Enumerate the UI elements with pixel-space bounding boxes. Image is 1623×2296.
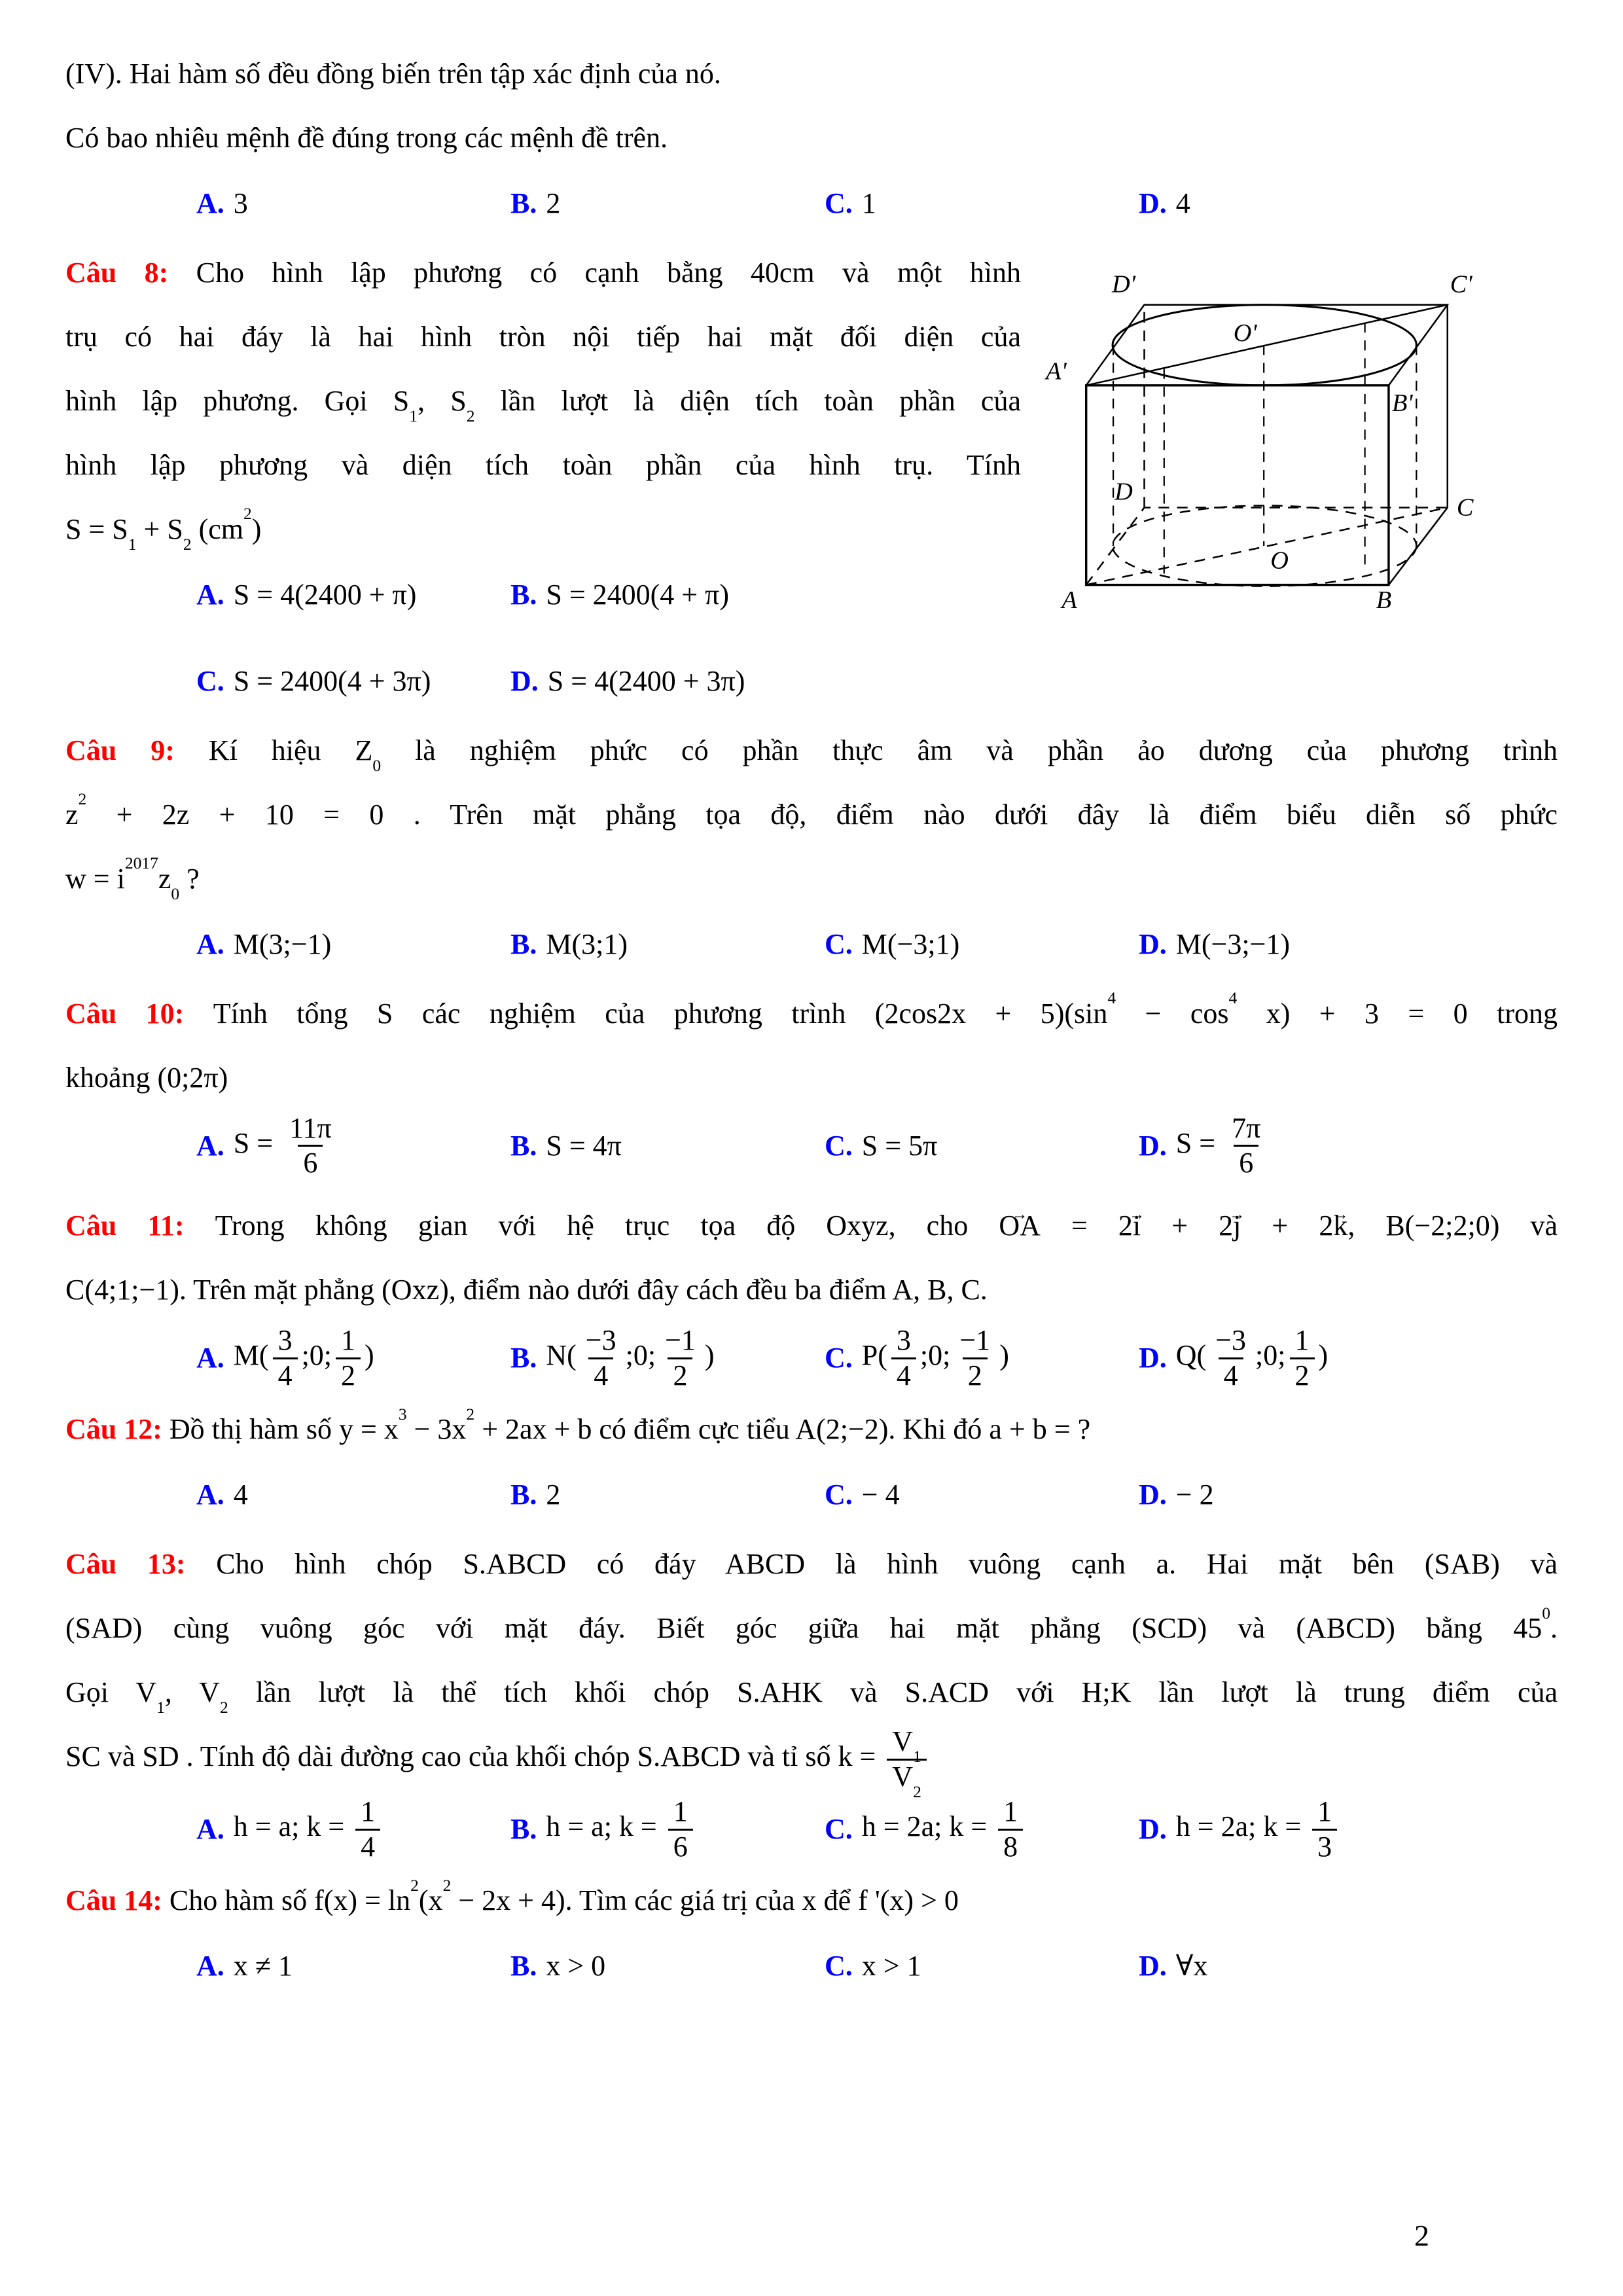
answer-text: ∀x (1175, 1950, 1208, 1982)
figure-label-b: B (1376, 586, 1392, 613)
question-text: C(4;1;−1). Trên mặt phẳng (Oxz), điểm nào dưới đây cách đều ba điểm A, B, C. (65, 1274, 988, 1306)
answer-letter: D. (1139, 928, 1167, 960)
question-q11 (65, 1185, 1558, 1392)
answer-text: N( $\frac{-3}{4}$ ;0; $\frac{-1}{2}$ ) (546, 1324, 715, 1391)
answer-letter: A. (196, 928, 224, 960)
answer-letter: C. (825, 187, 853, 219)
answer-option-b (510, 1463, 825, 1527)
question-text: hình lập phương. Gọi $S_1$, $S_2$ lần lượt là diện tích toàn phần của (65, 385, 1021, 425)
answer-letter: B. (510, 928, 537, 960)
question-q13 (65, 1532, 1558, 1863)
answer-option-b (510, 171, 825, 236)
figure-label-o: O (1270, 547, 1289, 575)
answer-option-c (825, 1323, 1139, 1392)
answer-row (65, 563, 1021, 713)
question-text: Gọi $V_1$, $V_2$ lần lượt là thể tích khối chóp S.AHK và S.ACD với H;K lần lượt là trung điểm của (65, 1676, 1558, 1717)
answer-option-a (196, 1934, 510, 1998)
answer-option-d (1139, 1323, 1558, 1392)
answer-option-c (825, 171, 1139, 236)
figure-label-o-prime: O' (1233, 319, 1257, 348)
vector-arrow-notation: OA → (999, 1194, 1041, 1258)
question-number-label: Câu 9: (65, 734, 209, 766)
question-q9 (65, 719, 1558, 977)
question-line (65, 433, 1021, 497)
answer-letter: C. (196, 665, 224, 697)
answer-letter: C. (825, 1479, 853, 1511)
fraction: $\frac{V_1}{V_2}$ (887, 1725, 927, 1793)
fraction: $\frac{3}{4}$ (891, 1324, 916, 1392)
question-line (65, 1532, 1558, 1596)
answer-text: S = $\frac{7\pi}{6}$ (1176, 1111, 1270, 1180)
visible-edges (1086, 305, 1448, 585)
answer-letter: A. (196, 187, 224, 219)
answer-row (65, 171, 1558, 236)
answer-text: M(−3;−1) (1175, 928, 1291, 960)
figure-label-a: A (1061, 586, 1077, 613)
question-number-label: Câu 13: (65, 1548, 217, 1581)
question-line (65, 369, 1021, 433)
figure-label-c: C (1456, 493, 1474, 522)
question-text: (IV). Hai hàm số đều đồng biến trên tập xác định của nó. (65, 58, 721, 90)
question-line (65, 241, 1021, 305)
question-number-label: Câu 14: (65, 1884, 169, 1917)
question-text: hình lập phương và diện tích toàn phần của hình trụ. Tính (65, 449, 1021, 481)
answer-text: M(3;1) (546, 928, 628, 960)
answer-letter: C. (825, 1341, 853, 1374)
answer-text: S = 4π (546, 1129, 622, 1162)
question-text: Cho hình chóp S.ABCD có đáy ABCD là hình vuông cạnh a. Hai mặt bên (SAB) và (216, 1548, 1558, 1581)
question-text: Cho hình lập phương có cạnh bằng 40cm và một hình (196, 257, 1022, 289)
answer-letter: C. (825, 1950, 853, 1982)
answer-option-b (510, 563, 1021, 627)
question-q8 (65, 241, 1021, 713)
answer-row (65, 1795, 1558, 1863)
answer-option-d (1139, 1795, 1558, 1863)
answer-option-a (196, 1463, 510, 1527)
question-q12 (65, 1397, 1558, 1527)
intro-section (65, 42, 1558, 236)
answer-letter: B. (510, 1950, 537, 1982)
vector-arrow-notation: j → (1233, 1194, 1241, 1258)
fraction: $\frac{1}{2}$ (1290, 1324, 1315, 1392)
answer-option-d (1139, 1934, 1558, 1998)
question-line (65, 42, 1558, 106)
question-line (65, 783, 1558, 847)
answer-option-d (510, 649, 1021, 713)
question-text: SC và SD . Tính độ dài đường cao của khối chóp S.ABCD và tỉ số k = $\frac{V_1}{V_2}$ (65, 1740, 931, 1772)
answer-text: x > 1 (861, 1950, 921, 1982)
answer-letter: C. (825, 1812, 853, 1845)
answer-option-c (196, 649, 510, 713)
question-number-label: Câu 8: (65, 257, 196, 289)
figure-label-a-prime: A' (1046, 357, 1067, 386)
cube-cylinder-figure-svg (1039, 257, 1533, 613)
answer-letter: B. (510, 1812, 537, 1845)
answer-row (65, 1463, 1558, 1527)
figure-label-b-prime: B' (1391, 389, 1413, 418)
question-line (65, 982, 1558, 1046)
answer-letter: B. (510, 1341, 537, 1374)
question-text: trụ có hai đáy là hai hình tròn nội tiếp hai mặt đối diện của (65, 321, 1021, 353)
question-line (65, 719, 1558, 783)
figure-label-d-prime: D' (1112, 270, 1135, 298)
answer-letter: A. (196, 1341, 224, 1374)
fraction: $\frac{11\pi}{6}$ (289, 1111, 332, 1179)
answer-letter: A. (196, 1129, 224, 1162)
answer-letter: D. (1139, 1950, 1167, 1982)
answer-option-c (825, 1114, 1139, 1178)
answer-option-b (510, 1795, 825, 1863)
answer-text: h = a; k = $\frac{1}{4}$ (234, 1795, 384, 1863)
question-number-label: Câu 12: (65, 1413, 169, 1446)
cylinder-dashed-lines (1113, 323, 1416, 574)
answer-option-d (1139, 171, 1558, 236)
answer-text: P( $\frac{3}{4}$ ;0; $\frac{-1}{2}$ ) (861, 1324, 1009, 1391)
answer-text: h = 2a; k = $\frac{1}{8}$ (862, 1795, 1027, 1863)
question-line (65, 1185, 1558, 1258)
answer-row (65, 1323, 1558, 1392)
answer-letter: D. (1139, 187, 1167, 219)
question-line (65, 1725, 1558, 1801)
answer-letter: A. (196, 579, 224, 611)
answer-option-a (196, 171, 510, 236)
answer-letter: D. (510, 665, 539, 697)
answer-option-d (1139, 1111, 1558, 1180)
answer-option-a (196, 912, 510, 977)
question-text: Kí hiệu $Z_0$ là nghiệm phức có phần thực âm và phần ảo dương của phương trình (208, 734, 1558, 775)
answer-text: 2 (546, 1479, 561, 1511)
page-number: 2 (1414, 2219, 1429, 2252)
answer-text: 2 (546, 187, 561, 219)
answer-option-d (1139, 912, 1558, 977)
question-text: $z^2 + 2z + 10 = 0$ . Trên mặt phẳng tọa độ, điểm nào dưới đây là điểm biểu diễn số phức (65, 789, 1558, 831)
answer-option-a (196, 563, 510, 627)
answer-text: S = 2400(4 + π) (546, 579, 729, 611)
question-text: khoảng (0;2π) (65, 1062, 228, 1094)
fraction: $\frac{1}{4}$ (355, 1795, 380, 1863)
vector-arrow-notation: i → (1133, 1194, 1141, 1258)
answer-option-c (825, 1795, 1139, 1863)
cube-cylinder-figure (1039, 257, 1533, 613)
answer-letter: A. (196, 1950, 224, 1982)
answer-letter: B. (510, 1129, 537, 1162)
answer-text: h = a; k = $\frac{1}{6}$ (546, 1795, 696, 1863)
answer-text: S = 5π (861, 1129, 938, 1162)
answer-option-a (196, 1323, 510, 1392)
answer-text: S = 4(2400 + π) (233, 579, 417, 611)
fraction: $\frac{-1}{2}$ (959, 1324, 991, 1391)
fraction: $\frac{3}{4}$ (273, 1324, 298, 1392)
question-text: $w = i^{2017}z_0$ ? (65, 853, 200, 903)
answer-option-c (825, 1934, 1139, 1998)
answer-option-c (825, 1463, 1139, 1527)
question-number-label: Câu 10: (65, 997, 213, 1030)
answer-option-b (510, 912, 825, 977)
question-line (65, 1596, 1558, 1660)
question-line (65, 497, 1021, 562)
answer-text: M(−3;1) (861, 928, 960, 960)
fraction: $\frac{7\pi}{6}$ (1232, 1111, 1261, 1179)
answer-letter: D. (1139, 1479, 1167, 1511)
answer-letter: D. (1139, 1129, 1167, 1162)
question-text: Đồ thị hàm số $y = x^3 - 3x^2 + 2ax + b$ có điểm cực tiểu A(2;−2). Khi đó a + b = ? (169, 1404, 1091, 1446)
hidden-edges (1086, 305, 1448, 586)
question-text: Tính tổng S các nghiệm của phương trình $(2\cos 2x + 5)(\sin^4 - \cos^4 x) + 3 = 0$ trong (213, 988, 1558, 1030)
fraction: $\frac{-3}{4}$ (1215, 1324, 1247, 1391)
question-line (65, 1258, 1558, 1322)
answer-letter: C. (825, 1129, 853, 1162)
answer-text: 1 (861, 187, 876, 219)
answer-text: x > 0 (546, 1950, 606, 1982)
question-line (65, 305, 1021, 369)
answer-letter: A. (196, 1479, 224, 1511)
answer-text: S = 4(2400 + 3π) (547, 665, 745, 697)
answer-option-a (196, 1111, 510, 1180)
fraction: $\frac{-3}{4}$ (585, 1324, 616, 1391)
question-number-label: Câu 11: (65, 1210, 215, 1242)
figure-label-c-prime: C' (1450, 270, 1472, 298)
answer-text: Q( $\frac{-3}{4}$ ;0; $\frac{1}{2}$ ) (1175, 1324, 1329, 1391)
fraction: $\frac{1}{3}$ (1312, 1795, 1337, 1863)
answer-option-a (196, 1795, 510, 1863)
answer-option-b (510, 1934, 825, 1998)
answer-text: M(3;−1) (233, 928, 332, 960)
question-line (65, 1397, 1558, 1462)
answer-letter: D. (1139, 1812, 1167, 1845)
answer-row (65, 1934, 1558, 1998)
answer-text: x ≠ 1 (233, 1950, 293, 1982)
question-line (65, 1660, 1558, 1725)
answer-text: h = 2a; k = $\frac{1}{3}$ (1176, 1795, 1341, 1863)
answer-letter: C. (825, 928, 853, 960)
figure-label-d: D (1115, 478, 1133, 506)
question-line (65, 847, 1558, 911)
answer-text: S = $\frac{11\pi}{6}$ (234, 1111, 341, 1180)
question-text: Có bao nhiêu mệnh đề đúng trong các mệnh đề trên. (65, 122, 668, 154)
answer-option-d (1139, 1463, 1558, 1527)
fraction: $\frac{1}{2}$ (336, 1324, 361, 1392)
answer-row (65, 1111, 1558, 1180)
intro-section-block (65, 42, 1558, 236)
question-q10 (65, 982, 1558, 1180)
answer-text: S = 2400(4 + 3π) (233, 665, 431, 697)
vector-arrow-notation: k → (1333, 1194, 1347, 1258)
question-text: $S = S_1 + S_2$ $(cm^2)$ (65, 504, 262, 554)
fraction: $\frac{-1}{2}$ (665, 1324, 696, 1391)
answer-letter: D. (1139, 1341, 1167, 1374)
answer-letter: B. (510, 1479, 537, 1511)
answer-letter: B. (510, 579, 537, 611)
answer-text: 4 (1175, 187, 1190, 219)
question-line (65, 106, 1558, 170)
question-line (65, 1046, 1558, 1110)
answer-row (65, 912, 1558, 977)
answer-text: 4 (233, 1479, 248, 1511)
question-line (65, 1869, 1558, 1933)
figure-labels (1044, 271, 1474, 614)
question-q14 (65, 1869, 1558, 1998)
answer-letter: A. (196, 1812, 224, 1845)
answer-text: 3 (233, 187, 248, 219)
answer-option-c (825, 912, 1139, 977)
question-text: (SAD) cùng vuông góc với mặt đáy. Biết góc giữa hai mặt phẳng (SCD) và (ABCD) bằng $45^0$. (65, 1603, 1558, 1645)
question-text: Cho hàm số $f(x) = \ln^2(x^2 - 2x + 4)$. Tìm các giá trị của x để f '(x) > 0 (169, 1875, 959, 1917)
fraction: $\frac{1}{8}$ (998, 1795, 1023, 1863)
answer-text: M( $\frac{3}{4}$ ;0; $\frac{1}{2}$ ) (233, 1324, 374, 1391)
answer-option-b (510, 1114, 825, 1178)
answer-letter: B. (510, 187, 537, 219)
fraction: $\frac{1}{6}$ (668, 1795, 693, 1863)
answer-text: − 4 (861, 1479, 900, 1511)
answer-text: − 2 (1175, 1479, 1214, 1511)
answer-option-b (510, 1323, 825, 1392)
question-text: Trong không gian với hệ trục tọa độ Oxyz, cho OA → = 2i → + 2j → + 2k →, B(−2;2;0) và (215, 1210, 1558, 1242)
